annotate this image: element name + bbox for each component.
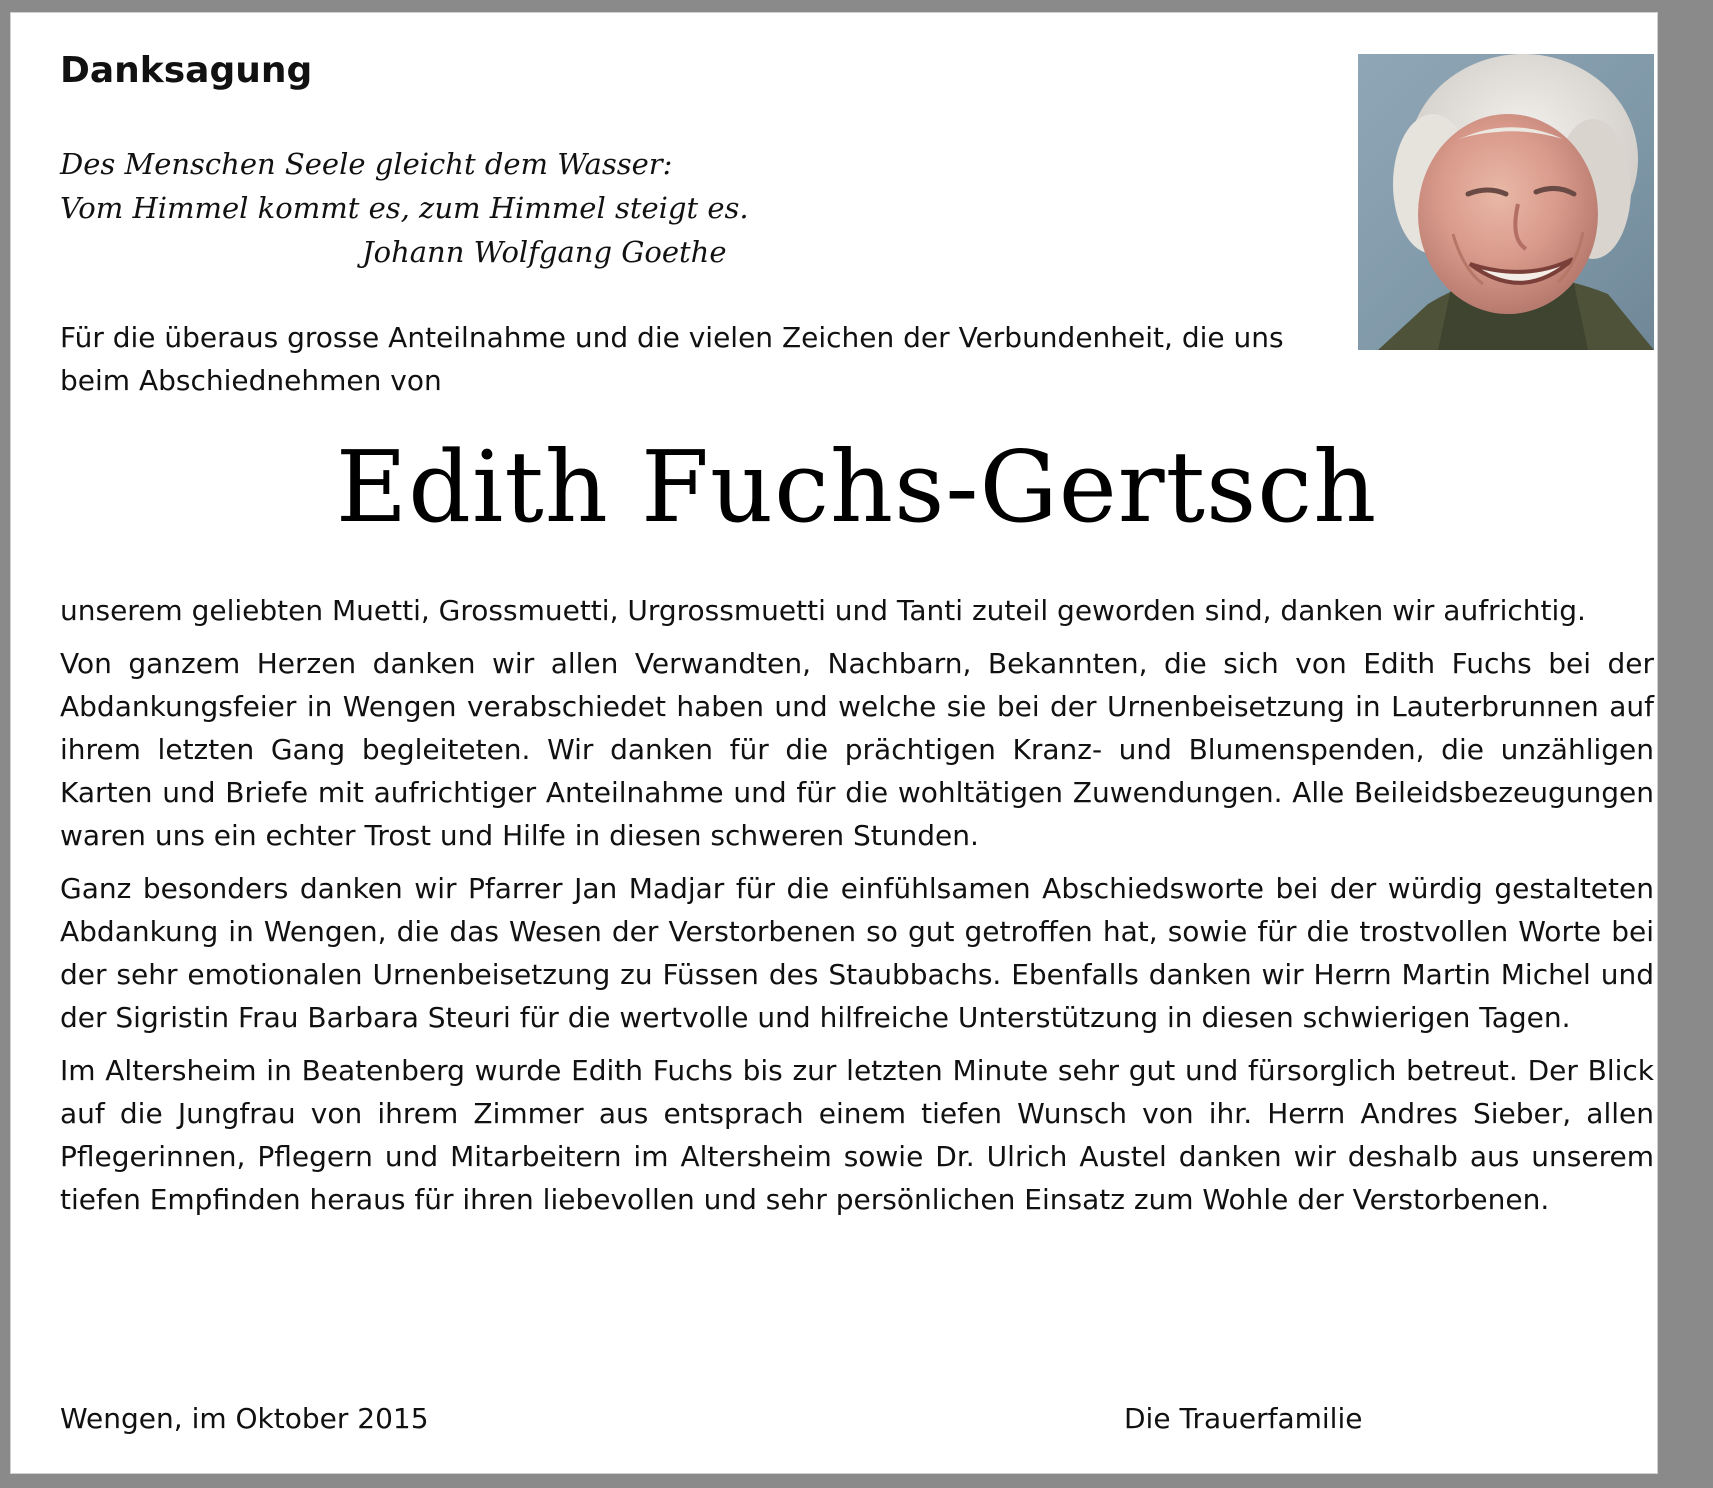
quote-author: Johann Wolfgang Goethe	[362, 235, 727, 269]
paragraph-4: Im Altersheim in Beatenberg wurde Edith Fuchs bis zur letzten Minute sehr gut und fürsorglich betreut. Der Blick auf die Jungfrau von ihrem Zimmer aus entsprach einem tiefen Wunsch von ihr. Herrn Andres Sieber, allen Pflegerinnen, Pflegern und Mitarbeitern im Altersheim sowie Dr. Ulrich Austel danken wir deshalb aus unserem tiefen Empfinden heraus für ihren liebevollen und sehr persönlichen Einsatz zum Wohle der Verstorbenen.	[60, 1054, 1654, 1216]
deceased-name: Edith Fuchs-Gertsch	[335, 431, 1378, 545]
body-text	[60, 589, 1654, 1231]
portrait-photo	[1358, 54, 1654, 350]
intro-text: Für die überaus grosse Anteilnahme und die vielen Zeichen der Verbundenheit, die uns beim Abschiednehmen von	[60, 321, 1284, 397]
paragraph-1: unserem geliebten Muetti, Grossmuetti, Urgrossmuetti und Tanti zuteil geworden sind, danken wir aufrichtig.	[60, 594, 1586, 627]
goethe-quote	[60, 142, 780, 274]
signature: Die Trauerfamilie	[1124, 1402, 1363, 1435]
notice-heading: Danksagung	[60, 50, 313, 91]
quote-line-1: Des Menschen Seele gleicht dem Wasser:	[60, 147, 673, 181]
paragraph-2: Von ganzem Herzen danken wir allen Verwandten, Nachbarn, Bekannten, die sich von Edith Fuchs bei der Abdankungsfeier in Wengen verabschiedet haben und welche sie bei der Urnenbeisetzung in Lauterbrunnen auf ihrem letzten Gang begleiteten. Wir danken für die prächtigen Kranz- und Blumenspenden, die unzähligen Karten und Briefe mit aufrichtiger Anteilnahme und für die wohltätigen Zuwendungen. Alle Beileidsbezeugungen waren uns ein echter Trost und Hilfe in diesen schweren Stunden.	[60, 647, 1654, 852]
quote-line-2: Vom Himmel kommt es, zum Himmel steigt es.	[60, 191, 749, 225]
place-date: Wengen, im Oktober 2015	[60, 1402, 429, 1435]
paragraph-3: Ganz besonders danken wir Pfarrer Jan Madjar für die einfühlsamen Abschiedsworte bei der würdig gestalteten Abdankung in Wengen, die das Wesen der Verstorbenen so gut getroffen hat, sowie für die trostvollen Worte bei der sehr emotionalen Urnenbeisetzung zu Füssen des Staubbachs. Ebenfalls danken wir Herrn Martin Michel und der Sigristin Frau Barbara Steuri für die wertvolle und hilfreiche Unterstützung in diesen schwierigen Tagen.	[60, 872, 1654, 1034]
